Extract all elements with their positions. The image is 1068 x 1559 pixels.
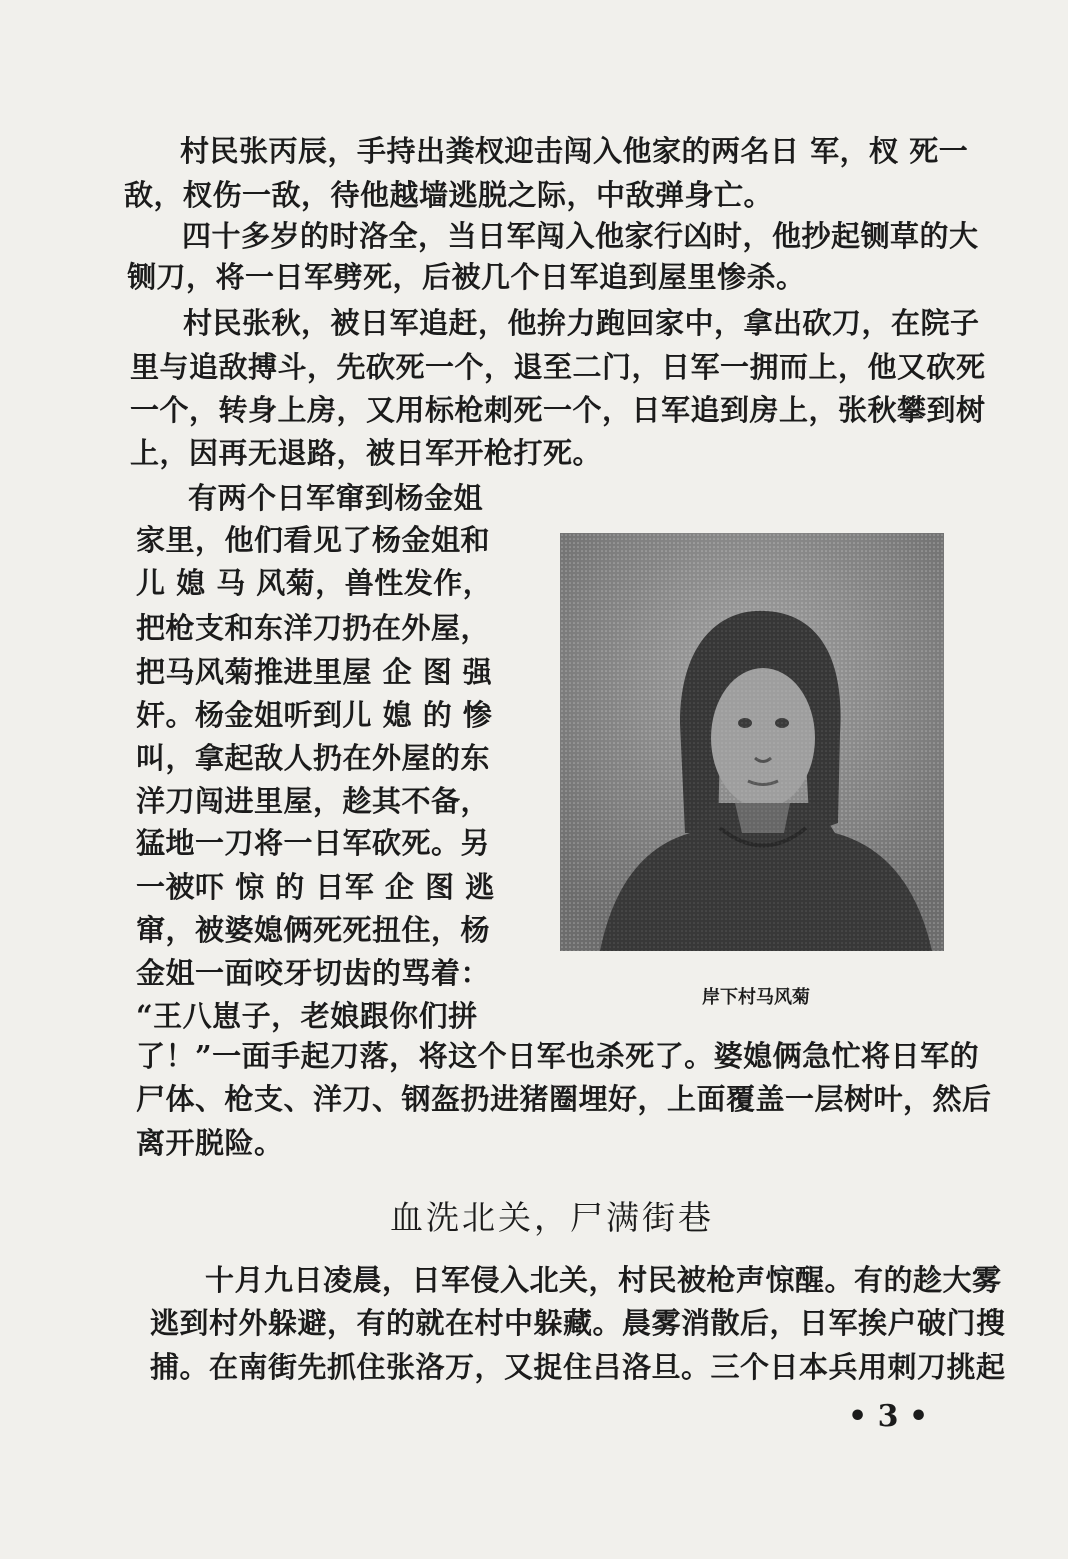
portrait-photo	[560, 533, 944, 951]
text-line: 儿 媳 马 风菊，兽性发作，	[136, 566, 493, 600]
text-line: 一个，转身上房，又用标枪刺死一个，日军追到房上，张秋攀到树	[130, 393, 986, 427]
text-line: 了！”一面手起刀落，将这个日军也杀死了。婆媳俩急忙将日军的	[136, 1039, 980, 1073]
text-line: 窜，被婆媳俩死死扭住，杨	[136, 913, 491, 947]
text-line: 家里，他们看见了杨金姐和	[136, 523, 491, 557]
page-number: • 3 •	[848, 1399, 929, 1434]
text-line: 铡刀，将一日军劈死，后被几个日军追到屋里惨杀。	[127, 260, 806, 294]
text-line: 四十多岁的时洛全，当日军闯入他家行凶时，他抄起铡草的大	[182, 219, 979, 253]
text-line: 一被吓 惊 的 日军 企 图 逃	[136, 870, 495, 904]
text-line: 洋刀闯进里屋，趁其不备，	[136, 784, 491, 818]
text-line: 十月九日凌晨，日军侵入北关，村民被枪声惊醒。有的趁大雾	[205, 1263, 1002, 1297]
text-line: 村民张秋，被日军追赶，他拚力跑回家中，拿出砍刀，在院子	[183, 306, 980, 340]
text-line: 离开脱险。	[136, 1126, 284, 1160]
text-line: 把枪支和东洋刀扔在外屋，	[136, 611, 491, 645]
text-line: 村民张丙辰，手持出粪杈迎击闯入他家的两名日 军，杈 死一	[180, 134, 969, 168]
text-line: 逃到村外躲避，有的就在村中躲藏。晨雾消散后，日军挨户破门搜	[150, 1306, 1006, 1340]
text-line: “王八崽子，老娘跟你们拼	[136, 999, 478, 1033]
portrait-image	[560, 533, 944, 951]
text-line: 里与追敌搏斗，先砍死一个，退至二门，日军一拥而上，他又砍死	[130, 350, 986, 384]
text-line: 上，因再无退路，被日军开枪打死。	[130, 436, 603, 470]
text-line: 尸体、枪支、洋刀、钢盔扔进猪圈埋好，上面覆盖一层树叶，然后	[136, 1082, 992, 1116]
photo-caption: 岸下村马风菊	[702, 987, 810, 1008]
text-line: 有两个日军窜到杨金姐	[188, 481, 484, 515]
section-heading: 血洗北关，尸满街巷	[390, 1198, 714, 1237]
text-line: 敌，杈伤一敌，待他越墙逃脱之际，中敌弹身亡。	[124, 178, 774, 212]
text-line: 金姐一面咬牙切齿的骂着：	[136, 956, 491, 990]
text-line: 猛地一刀将一日军砍死。另	[136, 826, 491, 860]
text-line: 捕。在南街先抓住张洛万，又捉住吕洛旦。三个日本兵用刺刀挑起	[150, 1350, 1006, 1384]
text-line: 把马风菊推进里屋 企 图 强	[136, 655, 493, 689]
text-line: 叫，拿起敌人扔在外屋的东	[136, 741, 491, 775]
text-line: 奸。杨金姐听到儿 媳 的 惨	[136, 698, 493, 732]
